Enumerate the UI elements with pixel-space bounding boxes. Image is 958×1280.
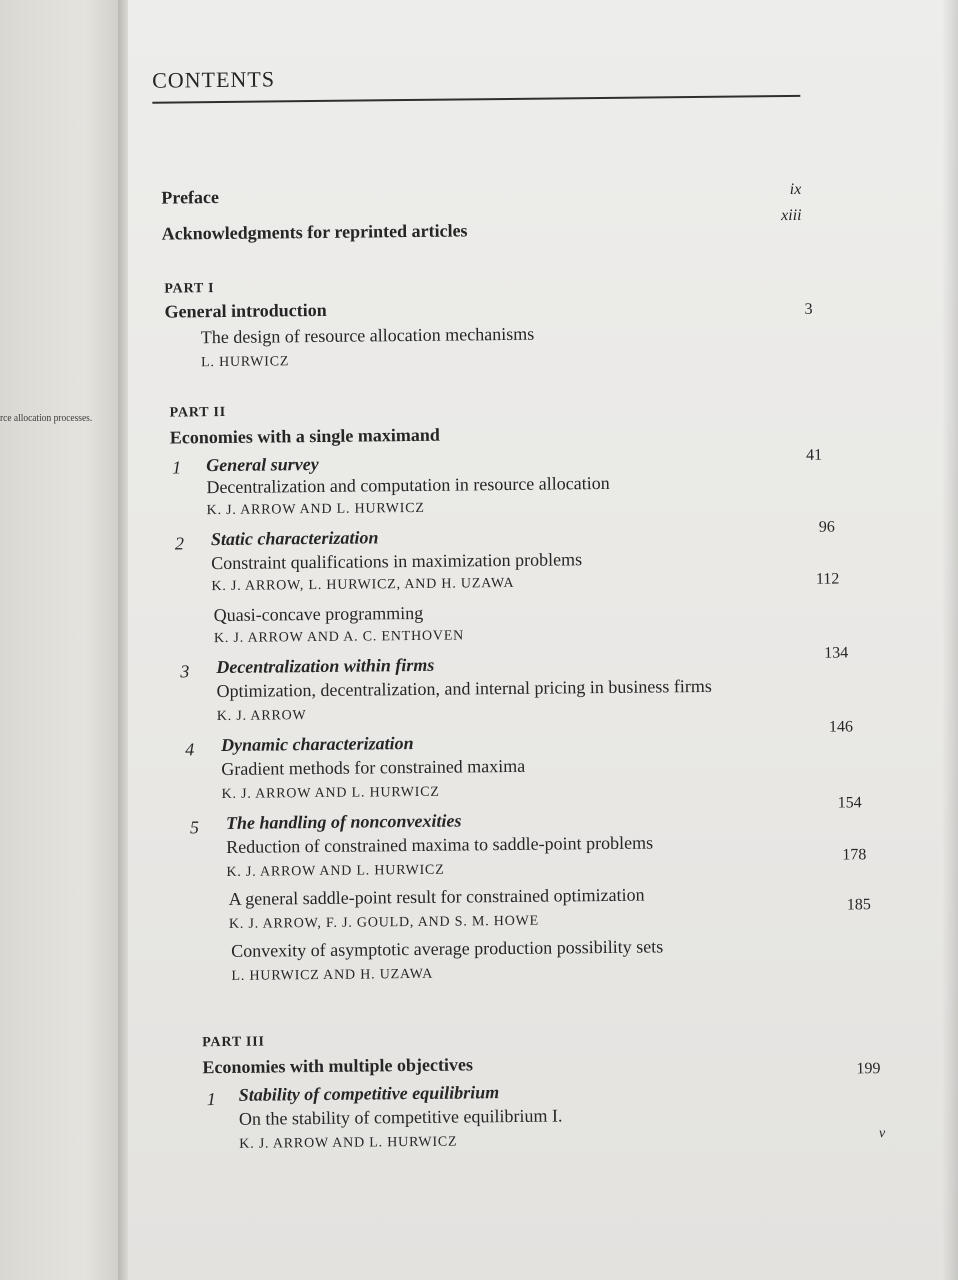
article-authors: K. J. ARROW xyxy=(216,708,307,725)
page-number: 41 xyxy=(805,446,823,464)
page-title: CONTENTS xyxy=(151,66,276,93)
page-number: 96 xyxy=(818,518,835,536)
section-number: 5 xyxy=(189,817,200,838)
article-title: The design of resource allocation mechanisms xyxy=(200,323,535,348)
article-title: Constraint qualifications in maximization problems xyxy=(211,549,583,574)
section-number: 1 xyxy=(206,1089,216,1110)
article-authors: K. J. ARROW, L. HURWICZ, AND H. UZAWA xyxy=(211,575,515,595)
section-title: Static characterization xyxy=(210,527,379,550)
section-title: Stability of competitive equilibrium xyxy=(238,1082,500,1105)
article-authors: K. J. ARROW AND L. HURWICZ xyxy=(226,862,445,880)
toc-entry-preface: Preface xyxy=(161,187,220,208)
page-number: 154 xyxy=(837,794,862,812)
toc-entry-acknowledgments: Acknowledgments for reprinted articles xyxy=(161,220,468,244)
article-authors: K. J. ARROW AND L. HURWICZ xyxy=(239,1134,458,1152)
article-title: On the stability of competitive equilibrium I. xyxy=(238,1105,563,1129)
page-number: 185 xyxy=(846,896,871,914)
part-label: PART II xyxy=(169,404,227,421)
page-number: 112 xyxy=(815,570,840,588)
section-number: 4 xyxy=(185,739,195,760)
part-title: Economies with multiple objectives xyxy=(202,1054,474,1078)
section-title: General survey xyxy=(206,453,319,476)
article-authors: K. J. ARROW AND L. HURWICZ xyxy=(206,500,425,519)
title-rule xyxy=(152,95,800,104)
page-edge-shadow xyxy=(942,0,958,1280)
part-label: PART I xyxy=(164,281,215,297)
left-page-text-fragment: rce allocation processes. xyxy=(0,412,93,424)
article-title: Optimization, decentralization, and internal pricing in business firms xyxy=(216,675,712,702)
article-authors: K. J. ARROW AND A. C. ENTHOVEN xyxy=(213,628,465,647)
article-title: Convexity of asymptotic average production possibility sets xyxy=(231,936,664,961)
page-number: xiii xyxy=(781,206,802,225)
section-number: 1 xyxy=(172,457,182,478)
page-number: ix xyxy=(789,180,802,199)
page-number: 134 xyxy=(824,644,849,662)
article-title: Decentralization and computation in resource allocation xyxy=(206,472,610,498)
article-authors: K. J. ARROW AND L. HURWICZ xyxy=(221,784,440,803)
page-number: 199 xyxy=(856,1060,881,1078)
contents-body xyxy=(128,0,958,1280)
article-authors: K. J. ARROW, F. J. GOULD, AND S. M. HOWE xyxy=(228,913,540,932)
left-page xyxy=(0,0,122,1280)
article-title: A general saddle-point result for constrained optimization xyxy=(228,884,645,909)
section-number: 3 xyxy=(180,661,190,682)
article-title: Quasi-concave programming xyxy=(213,602,424,626)
page-number: 3 xyxy=(804,300,813,318)
page-folio: v xyxy=(878,1126,886,1142)
article-authors: L. HURWICZ AND H. UZAWA xyxy=(231,966,434,984)
page-number: 146 xyxy=(828,718,854,736)
page-number: 178 xyxy=(842,846,867,864)
article-authors: L. HURWICZ xyxy=(201,354,290,371)
article-title: Reduction of constrained maxima to saddle-point problems xyxy=(226,832,654,857)
article-title: Gradient methods for constrained maxima xyxy=(221,755,526,780)
part-title: Economies with a single maximand xyxy=(169,424,440,448)
section-title: Decentralization within firms xyxy=(216,654,435,678)
part-label: PART III xyxy=(202,1034,265,1051)
section-title: The handling of nonconvexities xyxy=(225,810,462,833)
section-number: 2 xyxy=(174,533,185,554)
part-title: General introduction xyxy=(164,299,327,322)
contents-page xyxy=(128,0,958,1280)
section-title: Dynamic characterization xyxy=(220,732,414,756)
